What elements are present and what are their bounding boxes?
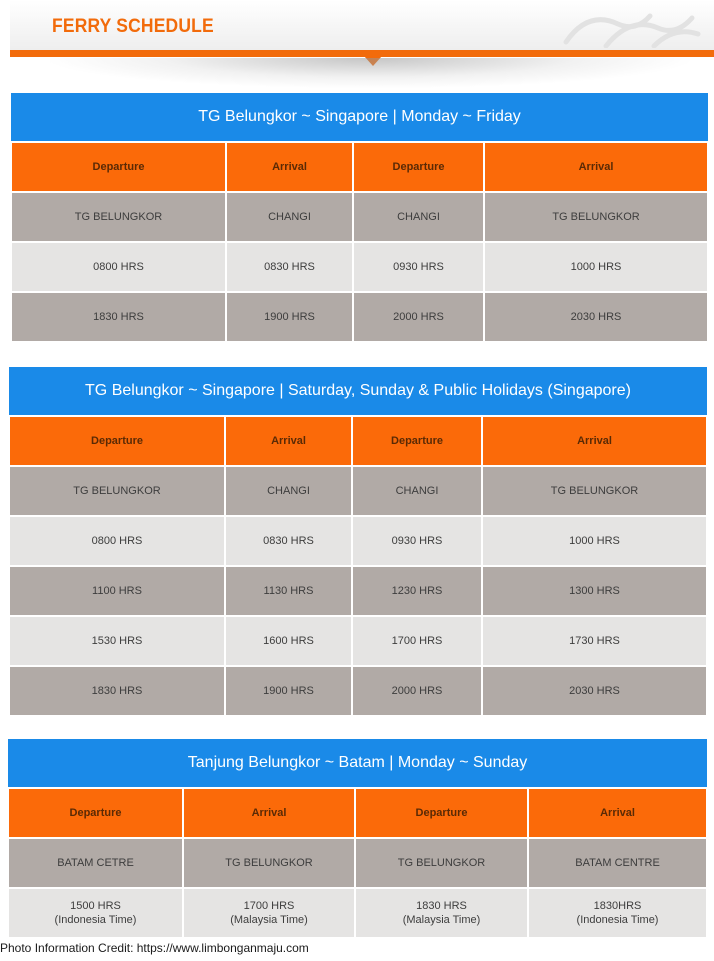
table-cell: 1700 HRS <box>352 616 482 666</box>
schedule-table-weekday <box>10 93 709 343</box>
table-cell: 0930 HRS <box>352 516 482 566</box>
table-cell: TG BELUNGKOR <box>9 466 225 516</box>
table-cell: 2030 HRS <box>484 292 708 342</box>
table-cell: TG BELUNGKOR <box>482 466 707 516</box>
header-stripe <box>10 50 714 57</box>
table-cell: 1000 HRS <box>484 242 708 292</box>
table-cell: 2030 HRS <box>482 666 707 716</box>
photo-credit: Photo Information Credit: https://www.limbonganmaju.com <box>0 941 309 955</box>
time-zone-note: (Malaysia Time) <box>402 914 481 926</box>
table-row <box>9 566 707 616</box>
column-header-arrival: Arrival <box>225 416 352 466</box>
table-cell: 2000 HRS <box>352 666 482 716</box>
column-header-arrival: Arrival <box>482 416 707 466</box>
table-cell: TG BELUNGKOR <box>183 838 355 888</box>
table-row <box>9 666 707 716</box>
table-cell: 1730 HRS <box>482 616 707 666</box>
table-cell: CHANGI <box>226 192 353 242</box>
table-cell: BATAM CENTRE <box>528 838 707 888</box>
table-cell: 0800 HRS <box>9 516 225 566</box>
table-row <box>11 242 708 292</box>
table-cell: 2000 HRS <box>353 292 484 342</box>
page-header <box>10 0 714 90</box>
table-cell: 1230 HRS <box>352 566 482 616</box>
wave-logo-icon <box>558 2 708 48</box>
table-cell: TG BELUNGKOR <box>355 838 528 888</box>
table-caption: TG Belungkor ~ Singapore | Monday ~ Friday <box>11 93 708 142</box>
time-zone-note: (Indonesia Time) <box>576 914 659 926</box>
table-cell: BATAM CETRE <box>8 838 183 888</box>
table-cell: 1830 HRS <box>9 666 225 716</box>
time-zone-note: (Indonesia Time) <box>54 914 137 926</box>
header-shadow <box>50 58 690 88</box>
table-cell: 0830 HRS <box>226 242 353 292</box>
table-row <box>9 466 707 516</box>
table-cell: 1130 HRS <box>225 566 352 616</box>
arrival-time: 1700 HRS <box>243 900 295 912</box>
table-cell: TG BELUNGKOR <box>11 192 226 242</box>
table-cell: CHANGI <box>352 466 482 516</box>
column-header-departure: Departure <box>353 142 484 192</box>
table-row <box>8 888 707 938</box>
table-row <box>9 616 707 666</box>
departure-time: 1500 HRS <box>70 900 121 912</box>
table-cell: 1830 HRS <box>11 292 226 342</box>
table-cell: 0830 HRS <box>225 516 352 566</box>
table-cell: 0800 HRS <box>11 242 226 292</box>
table-cell: 1900 HRS <box>225 666 352 716</box>
table-cell: 1000 HRS <box>482 516 707 566</box>
column-header-departure: Departure <box>355 788 528 838</box>
table-caption: Tanjung Belungkor ~ Batam | Monday ~ Sunday <box>8 739 707 788</box>
departure-time: 1830 HRS <box>416 900 467 912</box>
table-cell <box>183 888 355 938</box>
column-header-arrival: Arrival <box>528 788 707 838</box>
schedule-table-weekend <box>8 367 708 717</box>
table-cell: CHANGI <box>225 466 352 516</box>
table-cell <box>528 888 707 938</box>
arrival-time: 1830HRS <box>593 900 642 912</box>
schedule-table-batam <box>7 739 708 939</box>
table-caption: TG Belungkor ~ Singapore | Saturday, Sunday & Public Holidays (Singapore) <box>9 367 707 416</box>
table-row <box>8 838 707 888</box>
time-zone-note: (Malaysia Time) <box>230 914 308 926</box>
table-cell: 1300 HRS <box>482 566 707 616</box>
table-cell: TG BELUNGKOR <box>484 192 708 242</box>
column-header-arrival: Arrival <box>484 142 708 192</box>
table-cell: 1530 HRS <box>9 616 225 666</box>
table-cell <box>355 888 528 938</box>
table-cell: 1900 HRS <box>226 292 353 342</box>
table-cell: 1100 HRS <box>9 566 225 616</box>
table-cell: 0930 HRS <box>353 242 484 292</box>
column-header-departure: Departure <box>9 416 225 466</box>
table-cell: CHANGI <box>353 192 484 242</box>
column-header-departure: Departure <box>8 788 183 838</box>
table-row <box>11 192 708 242</box>
table-row <box>9 516 707 566</box>
page-title: FERRY SCHEDULE <box>52 16 214 37</box>
column-header-departure: Departure <box>352 416 482 466</box>
column-header-arrival: Arrival <box>226 142 353 192</box>
table-row <box>11 292 708 342</box>
table-cell: 1600 HRS <box>225 616 352 666</box>
table-cell <box>8 888 183 938</box>
column-header-departure: Departure <box>11 142 226 192</box>
column-header-arrival: Arrival <box>183 788 355 838</box>
